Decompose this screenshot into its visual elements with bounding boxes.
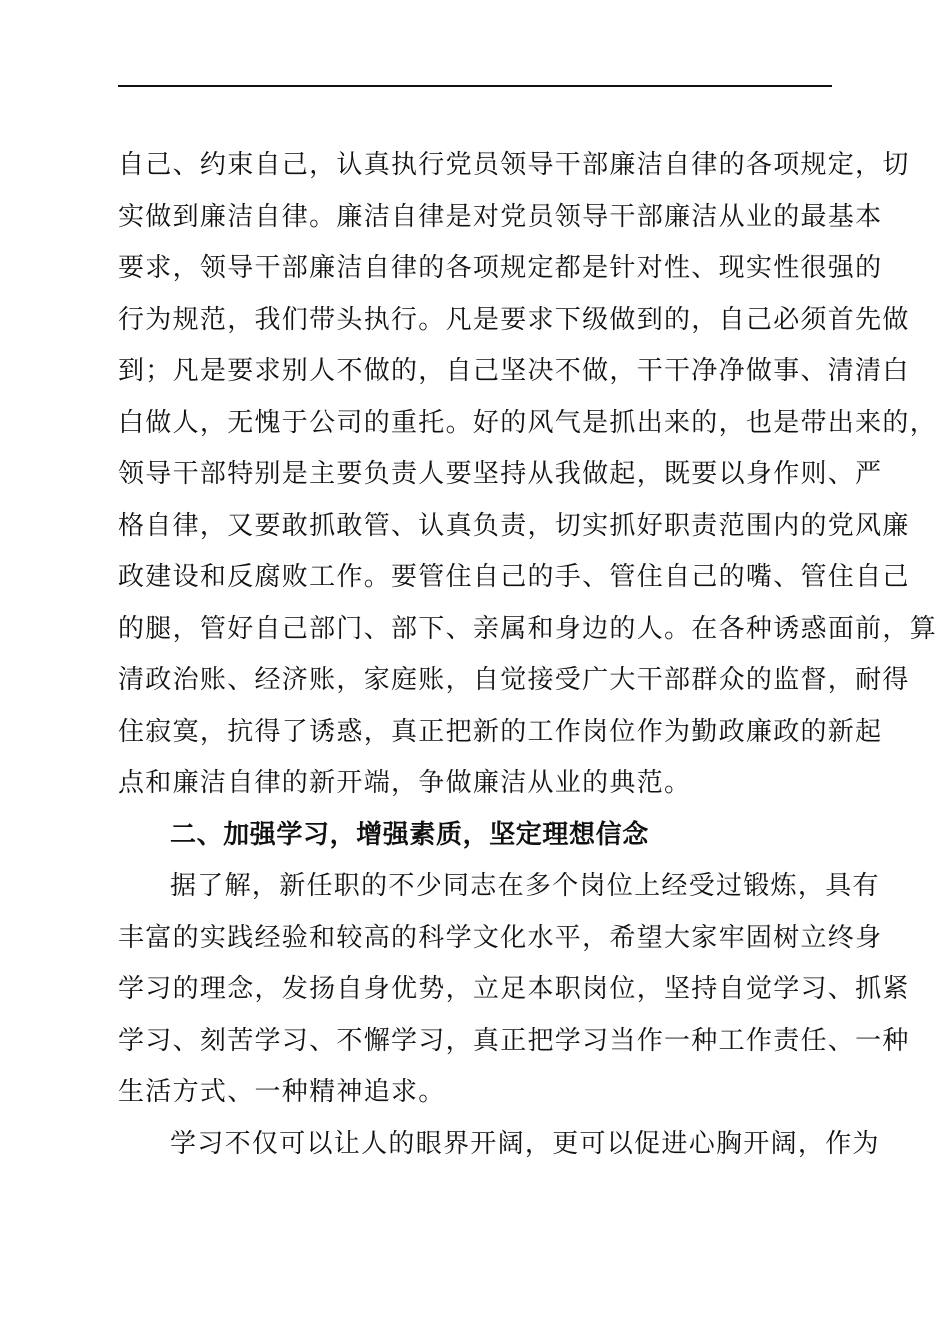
text-line: 的腿，管好自己部门、部下、亲属和身边的人。在各种诱惑面前，算 (118, 613, 938, 644)
header-rule (118, 85, 832, 87)
paragraph-2 (118, 861, 910, 1119)
text-line: 据了解，新任职的不少同志在多个岗位上经受过锻炼，具有 (170, 871, 880, 901)
paragraph-1 (118, 140, 938, 810)
text-line: 学习不仅可以让人的眼界开阔，更可以促进心胸开阔，作为 (170, 1128, 880, 1159)
text-line: 格自律，又要敢抓敢管、认真负责，切实抓好职责范围内的党风廉 (118, 510, 910, 541)
text-line: 白做人，无愧于公司的重托。好的风气是抓出来的，也是带出来的， (118, 407, 938, 438)
paragraph-3 (118, 1119, 880, 1171)
text-line: 丰富的实践经验和较高的科学文化水平，希望大家牢固树立终身 (118, 922, 883, 953)
text-line: 政建设和反腐败工作。要管住自己的手、管住自己的嘴、管住自己 (118, 562, 910, 592)
text-line: 点和廉洁自律的新开端，争做廉洁从业的典范。 (118, 768, 692, 798)
text-line: 领导干部特别是主要负责人要坚持从我做起，既要以身作则、严 (118, 459, 883, 489)
text-line: 行为规范，我们带头执行。凡是要求下级做到的，自己必须首先做 (118, 304, 910, 335)
text-line: 清政治账、经济账，家庭账，自觉接受广大干部群众的监督，耐得 (118, 665, 910, 695)
text-line: 学习、刻苦学习、不懈学习，真正把学习当作一种工作责任、一种 (118, 1025, 910, 1056)
text-line: 到；凡是要求别人不做的，自己坚决不做，干干净净做事、清清白 (118, 356, 910, 386)
text-line: 自己、约束自己，认真执行党员领导干部廉洁自律的各项规定，切 (118, 150, 910, 180)
text-line: 生活方式、一种精神追求。 (118, 1077, 446, 1107)
text-line: 实做到廉洁自律。廉洁自律是对党员领导干部廉洁从业的最基本 (118, 201, 883, 232)
text-line: 学习的理念，发扬自身优势，立足本职岗位，坚持自觉学习、抓紧 (118, 974, 910, 1004)
section-heading: 二、加强学习，增强素质，坚定理想信念 (170, 819, 649, 850)
text-line: 要求，领导干部廉洁自律的各项规定都是针对性、现实性很强的 (118, 253, 883, 283)
text-line: 住寂寞，抗得了诱惑，真正把新的工作岗位作为勤政廉政的新起 (118, 716, 883, 747)
page-body (118, 140, 938, 1170)
